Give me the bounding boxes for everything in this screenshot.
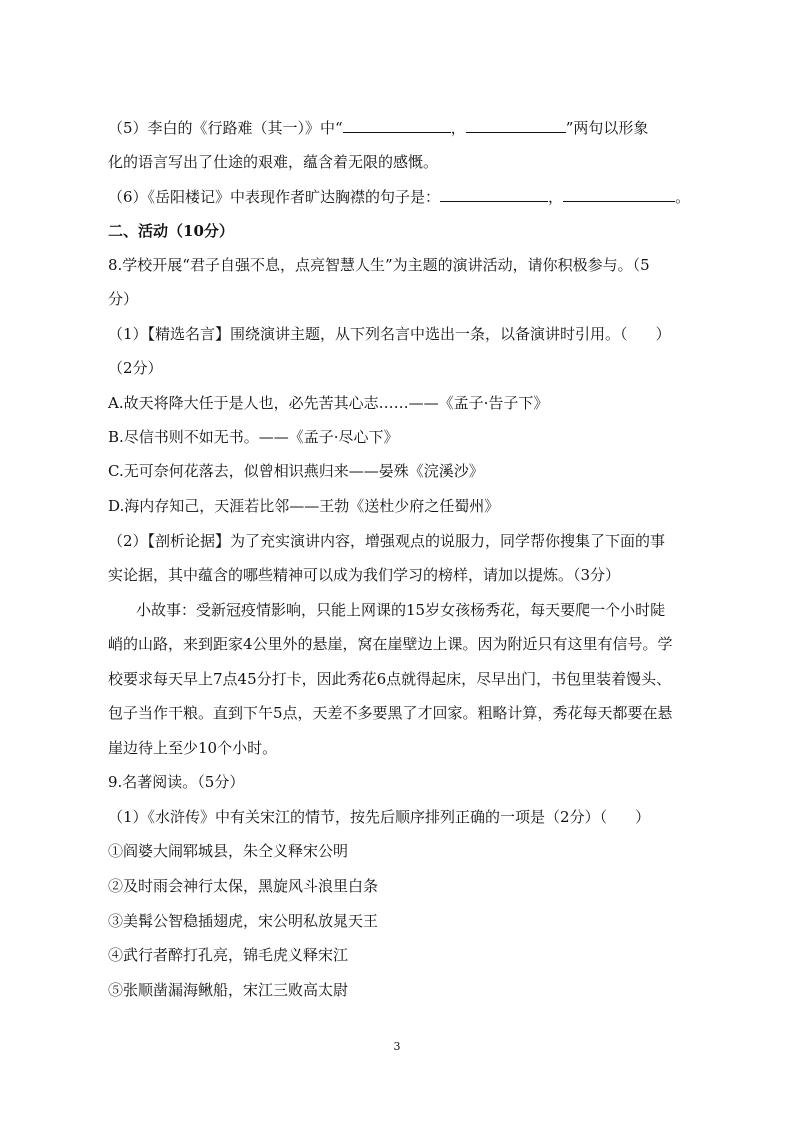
- period: 。: [675, 188, 691, 206]
- q9-item1: ①阎婆大闹郓城县，朱仝义释宋公明: [108, 842, 349, 860]
- q9-item5: ⑤张顺凿漏海鳅船，宋江三败高太尉: [108, 981, 349, 999]
- q7-item5-suffix: ”两句以形象: [565, 119, 649, 137]
- answer-blank-5a[interactable]: [343, 118, 451, 133]
- page-number: 3: [393, 1040, 401, 1053]
- story-line5: 崖边待上至少10个小时。: [108, 739, 278, 757]
- q8-stem-line2: 分）: [108, 290, 139, 308]
- q7-item5-prefix: （5）李白的《行路难（其一）》中“: [108, 119, 343, 137]
- q7-item5-line1: [108, 118, 698, 138]
- q8-sub2-line1: （2）【剖析论据】为了充实演讲内容，增强观点的说服力，同学帮你搜集了下面的事: [108, 532, 666, 550]
- q9-sub1: [108, 807, 698, 827]
- q9-item4: ④武行者醉打孔亮，锦毛虎义释宋江: [108, 946, 349, 964]
- q9-item3: ③美髯公智稳插翅虎，宋公明私放晁天王: [108, 912, 379, 930]
- q9-sub1-text: （1）《水浒传》中有关宋江的情节，按先后顺序排列正确的一项是（2分）（: [108, 808, 608, 826]
- q8-sub2-line2: 实论据，其中蕴含的哪些精神可以成为我们学习的榜样，请加以提炼。（3分）: [108, 566, 621, 584]
- q8-option-d: D.海内存知己，天涯若比邻——王勃《送杜少府之任蜀州》: [108, 497, 500, 515]
- q9-stem: 9.名著阅读。（5分）: [108, 773, 245, 791]
- comma: ，: [548, 188, 564, 206]
- answer-blank-6b[interactable]: [563, 187, 675, 202]
- q7-item6-prefix: （6）《岳阳楼记》中表现作者旷达胸襟的句子是：: [108, 188, 441, 206]
- q8-option-c: C.无可奈何花落去，似曾相识燕归来——晏殊《浣溪沙》: [108, 462, 484, 480]
- story-line2: 峭的山路，来到距家4公里外的悬崖，窝在崖壁边上课。因为附近只有这里有信号。学: [108, 635, 673, 653]
- q7-item5-line2: 化的语言写出了仕途的艰难，蕴含着无限的感慨。: [108, 153, 439, 171]
- comma: ，: [450, 119, 466, 137]
- story-line3: 校要求每天早上7点45分打卡，因此秀花6点就得起床，尽早出门，书包里装着馒头、: [108, 670, 672, 688]
- answer-blank-6a[interactable]: [440, 187, 548, 202]
- story-line4: 包子当作干粮。直到下午5点，天差不多要黑了才回家。粗略计算，秀花每天都要在悬: [108, 704, 673, 722]
- section-heading: 二、活动（10分）: [108, 222, 234, 240]
- q8-sub1-line2: （2分）: [108, 359, 163, 377]
- q7-item6-line: [108, 187, 698, 207]
- paren-close: ）: [635, 808, 651, 826]
- q9-item2: ②及时雨会神行太保，黑旋风斗浪里白条: [108, 877, 379, 895]
- story-line1: 小故事：受新冠疫情影响，只能上网课的15岁女孩杨秀花，每天要爬一个小时陡: [136, 601, 666, 619]
- q8-sub1-line1: [108, 324, 698, 344]
- answer-blank-5b[interactable]: [466, 118, 566, 133]
- q8-option-a: A.故天将降大任于是人也，必先苦其心志……——《孟子·告子下》: [108, 394, 549, 412]
- q8-stem-line1: 8.学校开展“君子自强不息，点亮智慧人生”为主题的演讲活动，请你积极参与。（5: [108, 256, 650, 274]
- paren-close: ）: [655, 325, 671, 343]
- q8-sub1-text: （1）【精选名言】围绕演讲主题，从下列名言中选出一条，以备演讲时引用。（: [108, 325, 628, 343]
- q8-option-b: B.尽信书则不如无书。——《孟子·尽心下》: [108, 428, 399, 446]
